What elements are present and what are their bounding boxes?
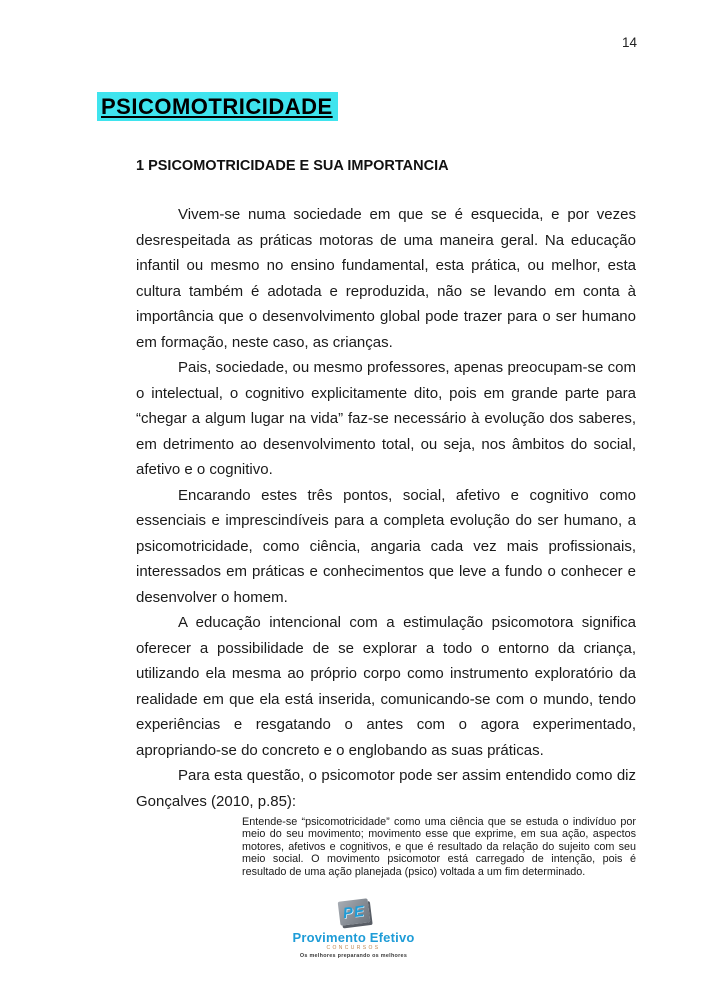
provimento-efetivo-logo — [244, 899, 464, 959]
paragraph-4: A educação intencional com a estimulação psicomotora significa oferecer a possibilidade de se explorar a todo o entorno da criança, utilizando ela mesma ao próprio corpo como instrumento exploratório da realidade em que ela está inserida, comunicando-se com o mundo, tendo experiências e resgatando o antes com o agora experimentado, apropriando-se do concreto e o englobando as suas práticas. — [136, 614, 636, 759]
paragraph-2: Pais, sociedade, ou mesmo professores, apenas preocupam-se com o intelectual, o cognitivo explicitamente dito, pois em grande parte para “chegar a algum lugar na vida” faz-se necessário à evolução dos saberes, em detrimento ao desenvolvimento total, ou seja, nos âmbitos do social, afetivo e o cognitivo. — [136, 359, 636, 478]
paragraph-3: Encarando estes três pontos, social, afetivo e cognitivo como essenciais e imprescindíveis para a completa evolução do ser humano, a psicomotricidade, como ciência, angaria cada vez mais profissionais, interessados em práticas e conhecimentos que leve a fundo o conhecer e desenvolver o homem. — [136, 486, 636, 606]
page-number: 14 — [621, 35, 637, 50]
pe-cube-face — [337, 898, 370, 925]
logo-tagline: Os melhores preparando os melhores — [299, 952, 408, 959]
logo-brand-name: Provimento Efetivo — [292, 930, 415, 945]
paragraph-5: Para esta questão, o psicomotor pode ser assim entendido como diz Gonçalves (2010, p.85): — [136, 767, 636, 810]
paragraph-1: Vivem-se numa sociedade em que se é esquecida, e por vezes desrespeitada as práticas motoras de uma maneira geral. Na educação infantil ou mesmo no ensino fundamental, esta prática, ou melhor, esta cultura também é adotada e reproduzida, não se levando em conta à importância que o desenvolvimento global pode trazer para o ser humano em formação, neste caso, as crianças. — [136, 206, 636, 351]
section-heading: 1 PSICOMOTRICIDADE E SUA IMPORTANCIA — [136, 158, 449, 174]
document-body — [136, 202, 636, 878]
block-quote: Entende-se “psicomotricidade” como uma ciência que se estuda o indivíduo por meio do seu movimento; movimento esse que exprime, em sua ação, aspectos motores, afetivos e cognitivos, e que é resultado da relação do sujeito com seu meio social. O movimento psicomotor está carregado de intenção, pois é resultado de uma ação planejada (psico) voltada a um fim determinado. — [242, 816, 636, 878]
page-title: PSICOMOTRICIDADE — [97, 92, 338, 121]
logo-subtitle: CONCURSOS — [326, 944, 381, 951]
pe-cube-icon — [337, 899, 371, 929]
pe-icon-letters: PE — [341, 902, 366, 922]
page-title-row — [97, 92, 707, 121]
